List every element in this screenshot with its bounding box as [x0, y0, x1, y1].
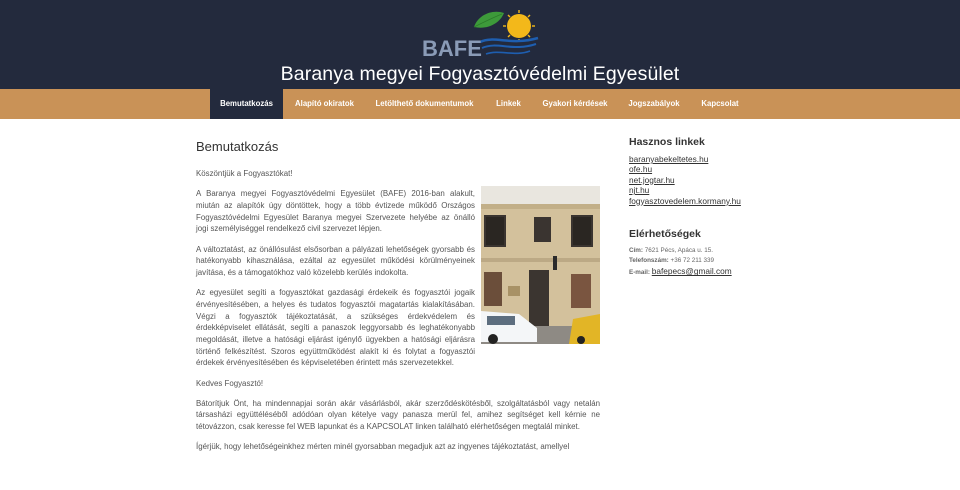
- paragraph-greeting: Köszöntjük a Fogyasztókat!: [196, 169, 293, 178]
- contact-email: [629, 266, 799, 278]
- nav-item-bemutatkozas[interactable]: Bemutatkozás: [210, 89, 283, 119]
- logo-text: BAFE: [422, 36, 482, 61]
- link-net-jogtar[interactable]: net.jogtar.hu: [629, 174, 675, 185]
- nav-item-alapito-okiratok[interactable]: Alapító okiratok: [295, 99, 354, 108]
- email-label: E-mail:: [629, 269, 650, 277]
- site-title[interactable]: Baranya megyei Fogyasztóvédelmi Egyesület: [280, 63, 680, 85]
- link-ofe[interactable]: ofe.hu: [629, 164, 653, 175]
- nav-item-gyakori-kerdesek[interactable]: Gyakori kérdések: [542, 99, 608, 108]
- phone-label: Telefonszám:: [629, 257, 669, 265]
- nav-item-kapcsolat[interactable]: Kapcsolat: [701, 99, 739, 108]
- main-content: [196, 139, 600, 462]
- paragraph-encouragement: Bátorítjuk Önt, ha mindennapjai során akár vásárlásból, akár szerződéskötésből, szolgáltatásból vagy netalán társasházi együttéléséből adódóan olyan kételye vagy panasza merül fel, amihez segítséget kell kérnie ne tétovázzon, csak keresse fel WEB lapunkat és a KAPCSOLAT linken található elérhetőségen megtalál minket.: [196, 398, 600, 432]
- contact-phone: [629, 256, 799, 266]
- nav-item-linkek[interactable]: Linkek: [496, 99, 521, 108]
- site-header: [0, 0, 960, 89]
- contact-address: [629, 246, 799, 256]
- address-value: 7621 Pécs, Apáca u. 15.: [644, 247, 714, 255]
- paragraph-about: A Baranya megyei Fogyasztóvédelmi Egyesület (BAFE) 2016-ban alakult, miután az alapítók úgy döntöttek, hogy a több évtizede működő Országos Fogyasztóvédelmi Egyesület Baranya megyei Szervezete helyébe az önálló jogi személyiséggel rendelkező civil szervezet lépjen.: [196, 189, 475, 234]
- contact-heading: Elérhetőségek: [629, 228, 701, 241]
- phone-value: +36 72 211 339: [670, 257, 715, 265]
- link-njt[interactable]: njt.hu: [629, 185, 650, 196]
- paragraph-dear-consumer: Kedves Fogyasztó!: [196, 378, 264, 388]
- page-title: Bemutatkozás: [196, 139, 279, 154]
- paragraph-promise: Ígérjük, hogy lehetőségeinkhez mérten minél gyorsabban megadjuk azt az ingyenes tájékoztatást, amellyel: [196, 442, 570, 452]
- bafe-logo[interactable]: [420, 7, 540, 62]
- nav-item-letoltheto-dokumentumok[interactable]: Letölthető dokumentumok: [375, 99, 474, 108]
- paragraph-change: A változtatást, az önállósulást elsősorban a pályázati lehetőségek gyorsabb és hatékonyabb kihasználása, ezáltal az egyesület működési körülményeinek javítása, és a támogatókhoz való közelebb kerülés indokolta.: [196, 244, 475, 277]
- nav-item-jogszabalyok[interactable]: Jogszabályok: [628, 99, 680, 108]
- address-label: Cím:: [629, 247, 643, 255]
- paragraph-mission: Az egyesület segíti a fogyasztókat gazdasági érdekeik és fogyasztói jogaik érvényesítésében, a helyes és tudatos fogyasztói magatartás kialakításában. Végzi a fogyasztók tájékoztatását, a szükséges érdekvédelem és érdekképviselet ellátását, segíti a panaszok leggyorsabb és leghatékonyabb megoldását, illetve a hatósági eljárást igénylő ügyekben a hatósági eljárásra történő felkészítést. Szoros együttműködést alakít ki és folytat a fogyasztói érdekek érvényesítésében és képviseletében érintett más szervezetekkel.: [196, 288, 475, 368]
- link-baranyabekeltetes[interactable]: baranyabekeltetes.hu: [629, 154, 709, 164]
- useful-links-heading: Hasznos linkek: [629, 136, 705, 148]
- link-fogyasztovedelem-kormany[interactable]: fogyasztovedelem.kormany.hu: [629, 195, 741, 206]
- sidebar: [629, 136, 799, 279]
- main-navigation: [0, 89, 960, 119]
- useful-links-list: [629, 154, 799, 206]
- building-photo: [481, 186, 600, 344]
- email-link[interactable]: bafepecs@gmail.com: [651, 266, 732, 277]
